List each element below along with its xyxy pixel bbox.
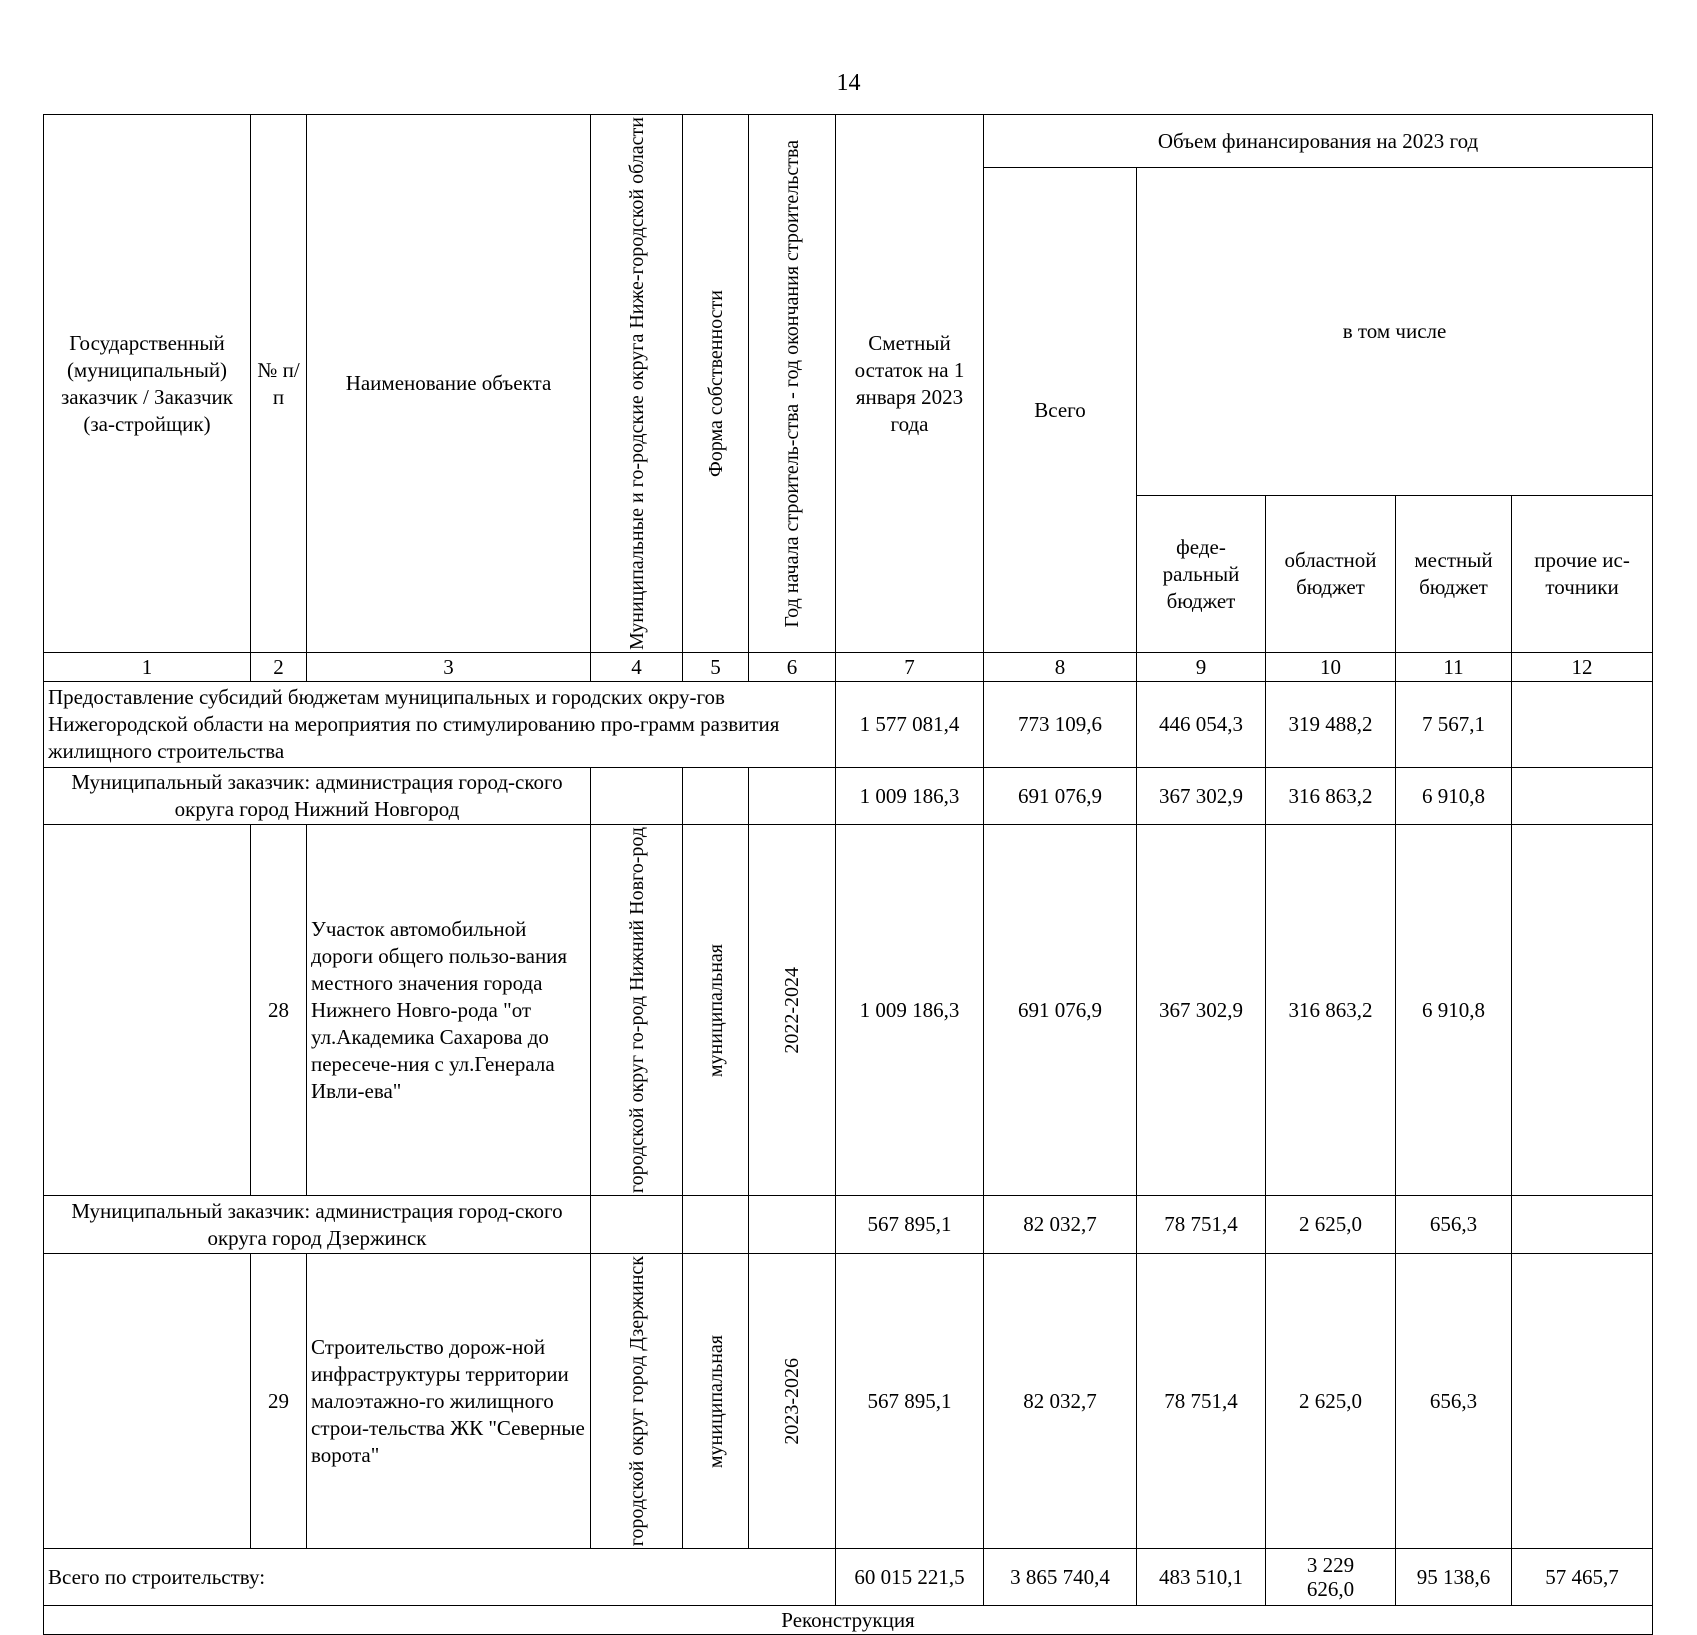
- empty-cell: [44, 1254, 251, 1549]
- object-28-district-text: городской округ го-род Нижний Новго-род: [625, 827, 648, 1194]
- header-including: в том числе: [1137, 168, 1653, 496]
- total-local: 95 138,6: [1396, 1549, 1512, 1606]
- page-number: 14: [836, 70, 861, 96]
- customer-nn-row: [44, 768, 1653, 825]
- customer-nn-federal: 367 302,9: [1137, 768, 1266, 825]
- header-other: прочие ис-точники: [1512, 496, 1653, 653]
- header-number: № п/п: [251, 115, 307, 653]
- customer-nn-estimate: 1 009 186,3: [836, 768, 984, 825]
- empty-cell: [683, 768, 749, 825]
- header-district: [591, 115, 683, 653]
- total-federal: 483 510,1: [1137, 1549, 1266, 1606]
- customer-dz-federal: 78 751,4: [1137, 1196, 1266, 1254]
- empty-cell: [44, 825, 251, 1196]
- column-number: 5: [683, 653, 749, 682]
- empty-cell: [683, 1196, 749, 1254]
- customer-dz-row: [44, 1196, 1653, 1254]
- object-29-row: [44, 1254, 1653, 1549]
- header-years-text: Год начала строитель-ства - год окончания строительства: [781, 139, 803, 628]
- financing-table: [43, 114, 1653, 1635]
- column-numbers-row: [44, 653, 1653, 682]
- header-local: местный бюджет: [1396, 496, 1512, 653]
- subsidy-row: [44, 682, 1653, 768]
- customer-dz-local: 656,3: [1396, 1196, 1512, 1254]
- header-regional: областной бюджет: [1266, 496, 1396, 653]
- subsidy-regional: 319 488,2: [1266, 682, 1396, 768]
- object-29-years-text: 2023-2026: [781, 1357, 803, 1445]
- object-28-row: [44, 825, 1653, 1196]
- object-28-other: [1512, 825, 1653, 1196]
- object-29-federal: 78 751,4: [1137, 1254, 1266, 1549]
- header-ownership-text: Форма собственности: [704, 290, 727, 478]
- total-label: Всего по строительству:: [44, 1549, 836, 1606]
- object-29-ownership: [683, 1254, 749, 1549]
- object-28-ownership: [683, 825, 749, 1196]
- column-number: 4: [591, 653, 683, 682]
- object-28-years: [749, 825, 836, 1196]
- object-28-estimate: 1 009 186,3: [836, 825, 984, 1196]
- object-28-local: 6 910,8: [1396, 825, 1512, 1196]
- empty-cell: [591, 1196, 683, 1254]
- header-years: [749, 115, 836, 653]
- object-29-total: 82 032,7: [984, 1254, 1137, 1549]
- empty-cell: [749, 768, 836, 825]
- subsidy-local: 7 567,1: [1396, 682, 1512, 768]
- object-29-district-text: городской округ город Дзержинск: [625, 1256, 648, 1547]
- total-estimate: 60 015 221,5: [836, 1549, 984, 1606]
- customer-dz-total: 82 032,7: [984, 1196, 1137, 1254]
- column-number: 6: [749, 653, 836, 682]
- column-number: 12: [1512, 653, 1653, 682]
- object-29-other: [1512, 1254, 1653, 1549]
- subsidy-total: 773 109,6: [984, 682, 1137, 768]
- object-29-name: Строительство дорож-ной инфраструктуры территории малоэтажно-го жилищного строи-тельства ЖК "Северные ворота": [307, 1254, 591, 1549]
- object-28-years-text: 2022-2024: [781, 966, 803, 1054]
- header-estimate-balance: Сметный остаток на 1 января 2023 года: [836, 115, 984, 653]
- customer-dz-regional: 2 625,0: [1266, 1196, 1396, 1254]
- object-28-total: 691 076,9: [984, 825, 1137, 1196]
- object-29-years: [749, 1254, 836, 1549]
- column-number: 9: [1137, 653, 1266, 682]
- object-29-estimate: 567 895,1: [836, 1254, 984, 1549]
- object-29-district: [591, 1254, 683, 1549]
- header-total: Всего: [984, 168, 1137, 653]
- header-object-name: Наименование объекта: [307, 115, 591, 653]
- section-title: Реконструкция: [44, 1606, 1653, 1635]
- header-funding-title: Объем финансирования на 2023 год: [984, 115, 1653, 168]
- total-total: 3 865 740,4: [984, 1549, 1137, 1606]
- column-number: 10: [1266, 653, 1396, 682]
- customer-dz-label: Муниципальный заказчик: администрация город-ского округа город Дзержинск: [44, 1196, 591, 1254]
- header-federal: феде-ральный бюджет: [1137, 496, 1266, 653]
- object-28-federal: 367 302,9: [1137, 825, 1266, 1196]
- object-29-ownership-text: муниципальная: [704, 1334, 727, 1468]
- object-28-ownership-text: муниципальная: [704, 943, 727, 1077]
- total-other: 57 465,7: [1512, 1549, 1653, 1606]
- subsidy-description: Предоставление субсидий бюджетам муниципальных и городских окру-гов Нижегородской области на мероприятия по стимулированию про-грамм развития жилищного строительства: [44, 682, 836, 768]
- customer-nn-total: 691 076,9: [984, 768, 1137, 825]
- object-29-number: 29: [251, 1254, 307, 1549]
- subsidy-estimate: 1 577 081,4: [836, 682, 984, 768]
- subsidy-other: [1512, 682, 1653, 768]
- customer-nn-local: 6 910,8: [1396, 768, 1512, 825]
- total-row: [44, 1549, 1653, 1606]
- column-number: 8: [984, 653, 1137, 682]
- object-28-district: [591, 825, 683, 1196]
- object-28-name: Участок автомобильной дороги общего пользо-вания местного значения города Нижнего Новго-рода "от ул.Академика Сахарова до пересече-ния с ул.Генерала Ивли-ева": [307, 825, 591, 1196]
- subsidy-federal: 446 054,3: [1137, 682, 1266, 768]
- header-customer: Государственный (муниципальный) заказчик / Заказчик (за-стройщик): [44, 115, 251, 653]
- object-29-regional: 2 625,0: [1266, 1254, 1396, 1549]
- customer-nn-regional: 316 863,2: [1266, 768, 1396, 825]
- column-number: 2: [251, 653, 307, 682]
- empty-cell: [591, 768, 683, 825]
- customer-nn-other: [1512, 768, 1653, 825]
- object-28-regional: 316 863,2: [1266, 825, 1396, 1196]
- header-ownership: [683, 115, 749, 653]
- customer-nn-label: Муниципальный заказчик: администрация город-ского округа город Нижний Новгород: [44, 768, 591, 825]
- total-regional: 3 229 626,0: [1266, 1549, 1396, 1606]
- object-28-number: 28: [251, 825, 307, 1196]
- header-district-text: Муниципальные и го-родские округа Ниже-городской области: [625, 117, 648, 651]
- column-number: 1: [44, 653, 251, 682]
- column-number: 11: [1396, 653, 1512, 682]
- customer-dz-other: [1512, 1196, 1653, 1254]
- column-number: 3: [307, 653, 591, 682]
- column-number: 7: [836, 653, 984, 682]
- customer-dz-estimate: 567 895,1: [836, 1196, 984, 1254]
- empty-cell: [749, 1196, 836, 1254]
- section-row: [44, 1606, 1653, 1635]
- object-29-local: 656,3: [1396, 1254, 1512, 1549]
